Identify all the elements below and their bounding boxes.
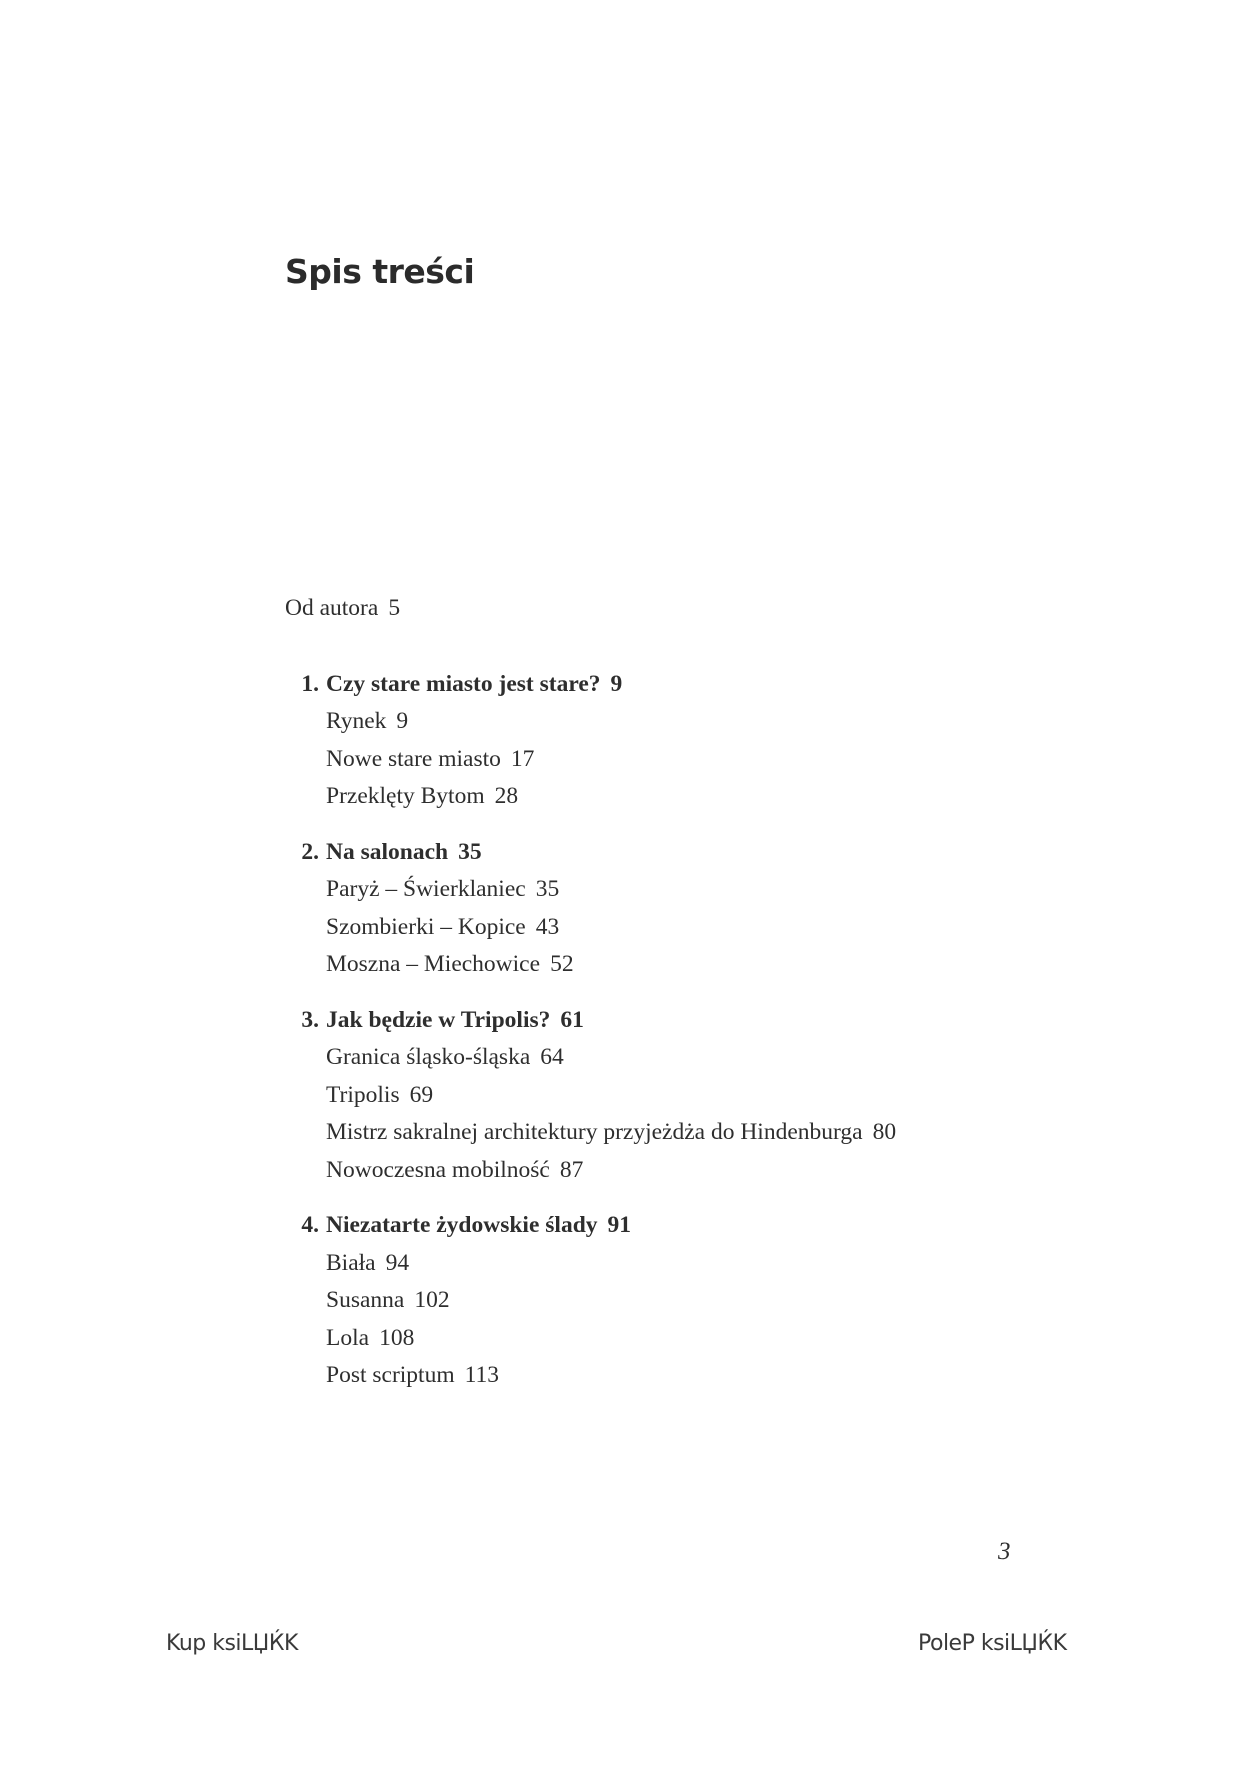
toc-entry-title: Mistrz sakralnej architektury przyjeżdża do Hindenburga xyxy=(326,1119,863,1145)
toc-entry-title: Post scriptum xyxy=(326,1362,455,1388)
toc-chapter-title: Jak będzie w Tripolis? xyxy=(326,1006,551,1033)
toc-entry-page: 52 xyxy=(550,951,574,977)
toc-subentry[interactable] xyxy=(285,1077,1085,1115)
toc-subentry[interactable] xyxy=(285,1245,1085,1283)
toc-chapter-page: 91 xyxy=(607,1212,632,1238)
toc-chapter-heading[interactable] xyxy=(285,834,1085,872)
toc-chapter-number: 4. xyxy=(301,1212,319,1238)
toc-subentry[interactable] xyxy=(285,1152,1085,1190)
toc-chapter-title: Czy stare miasto jest stare? xyxy=(326,670,601,697)
toc-entry-title: Susanna xyxy=(326,1287,405,1313)
toc-subentry[interactable] xyxy=(285,778,1085,816)
toc-subentry[interactable] xyxy=(285,909,1085,947)
toc-entry-title: Granica śląsko-śląska xyxy=(326,1044,531,1070)
toc-entry-title: Moszna – Miechowice xyxy=(326,951,541,977)
toc-entry-title: Biała xyxy=(326,1249,376,1276)
toc-entry-page: 35 xyxy=(535,876,560,902)
toc-chapter xyxy=(285,834,1085,984)
toc-entry-title: Szombierki – Kopice xyxy=(326,913,526,940)
toc-entry-page: 5 xyxy=(388,595,401,621)
toc-subentry[interactable] xyxy=(285,1282,1085,1320)
toc-chapter xyxy=(285,1207,1085,1395)
toc-subentry[interactable] xyxy=(285,703,1085,741)
toc-chapter-page: 9 xyxy=(610,670,623,697)
page-title: Spis treści xyxy=(285,252,475,291)
footer-right-link[interactable]: PoleP ksiLЏЌK xyxy=(918,1631,1067,1656)
toc-chapter-heading[interactable] xyxy=(285,1207,1085,1245)
toc-subentry[interactable] xyxy=(285,871,1085,909)
toc-entry-page: 80 xyxy=(872,1119,897,1145)
toc-chapter xyxy=(285,1002,1085,1190)
toc-entry-title: Przeklęty Bytom xyxy=(326,783,485,809)
toc-entry-title: Od autora xyxy=(285,595,379,621)
toc-entry-page: 28 xyxy=(494,783,519,809)
toc-subentry[interactable] xyxy=(285,1357,1085,1395)
toc-entry-page: 108 xyxy=(379,1324,415,1351)
toc-entry-page: 69 xyxy=(409,1081,434,1108)
table-of-contents xyxy=(285,590,1085,1413)
toc-entry-title: Tripolis xyxy=(326,1081,400,1108)
toc-chapter xyxy=(285,666,1085,816)
toc-subentry[interactable] xyxy=(285,946,1085,984)
toc-chapter-title: Na salonach xyxy=(326,838,449,865)
toc-entry-title: Nowe stare miasto xyxy=(326,745,501,772)
toc-entry-page: 94 xyxy=(385,1249,410,1276)
toc-entry-page: 113 xyxy=(464,1362,499,1388)
toc-entry-page: 64 xyxy=(540,1044,564,1070)
toc-chapter-heading[interactable] xyxy=(285,666,1085,704)
toc-intro-entry[interactable] xyxy=(285,590,1085,628)
toc-chapter-number: 3. xyxy=(301,1006,319,1033)
toc-subentry[interactable] xyxy=(285,1039,1085,1077)
toc-chapter-title: Niezatarte żydowskie ślady xyxy=(326,1212,598,1238)
toc-subentry[interactable] xyxy=(285,741,1085,779)
toc-entry-page: 102 xyxy=(414,1287,450,1313)
footer-left-link[interactable]: Kup ksiLЏЌK xyxy=(166,1631,298,1656)
toc-entry-page: 43 xyxy=(535,913,560,940)
toc-entry-title: Lola xyxy=(326,1324,370,1351)
page-number: 3 xyxy=(998,1538,1011,1565)
toc-chapter-page: 61 xyxy=(560,1006,584,1033)
toc-entry-page: 17 xyxy=(510,745,535,772)
toc-entry-title: Paryż – Świerklaniec xyxy=(326,876,526,902)
toc-entry-title: Nowoczesna mobilność xyxy=(326,1156,550,1183)
toc-chapter-number: 2. xyxy=(301,838,319,865)
toc-subentry[interactable] xyxy=(285,1114,1085,1152)
toc-chapter-page: 35 xyxy=(458,838,482,865)
toc-entry-title: Rynek xyxy=(326,708,387,734)
toc-entry-page: 9 xyxy=(396,708,409,734)
toc-chapter-heading[interactable] xyxy=(285,1002,1085,1040)
toc-entry-page: 87 xyxy=(559,1156,584,1183)
toc-chapter-number: 1. xyxy=(301,670,319,697)
toc-subentry[interactable] xyxy=(285,1320,1085,1358)
